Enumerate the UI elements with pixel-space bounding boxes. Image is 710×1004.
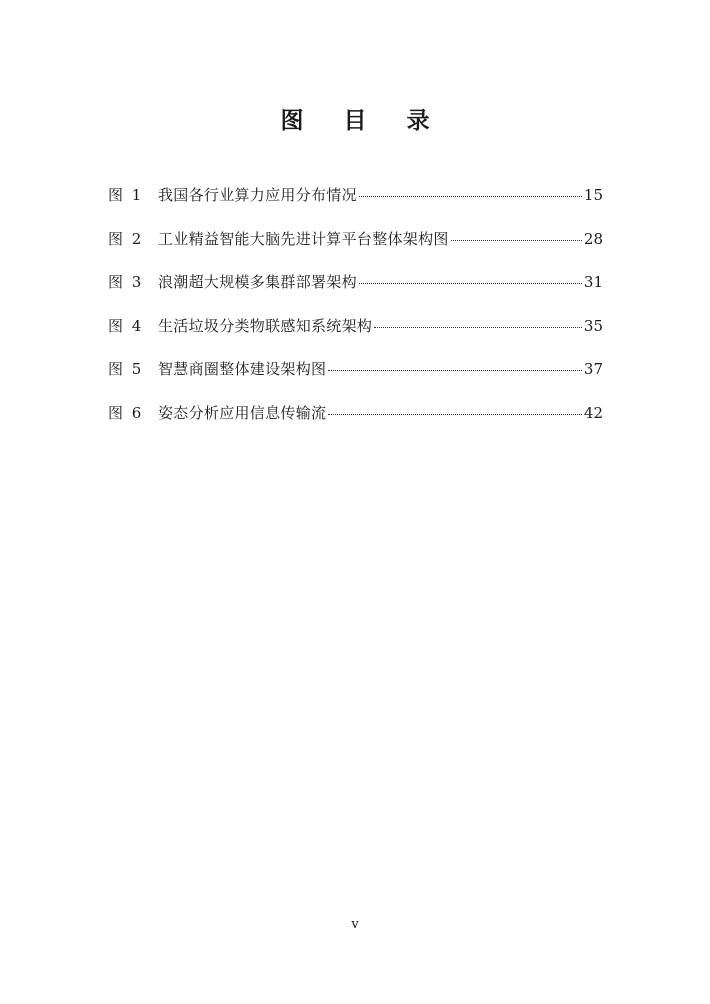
figure-number: 图 5	[108, 360, 142, 378]
toc-entry[interactable]	[108, 399, 603, 443]
figure-title: 工业精益智能大脑先进计算平台整体架构图	[158, 229, 449, 248]
footer-page-number: v	[351, 917, 359, 932]
figure-number: 图 3	[108, 273, 142, 291]
dot-leader	[328, 414, 582, 415]
figure-number: 图 1	[108, 186, 142, 204]
figure-title: 浪潮超大规模多集群部署架构	[158, 273, 357, 291]
figure-title: 我国各行业算力应用分布情况	[158, 186, 357, 204]
page-ref: 42	[583, 403, 603, 422]
figure-number: 图 2	[108, 229, 142, 248]
toc-entry[interactable]	[108, 225, 603, 269]
page-title: 图 目 录	[280, 108, 446, 134]
figure-title: 智慧商圈整体建设架构图	[158, 360, 327, 378]
toc-entry[interactable]	[108, 355, 603, 399]
toc-entry[interactable]	[108, 181, 603, 225]
dot-leader	[359, 196, 582, 197]
page-ref: 15	[583, 186, 603, 204]
page-ref: 35	[583, 316, 603, 335]
figure-number: 图 6	[108, 403, 142, 422]
figure-title: 生活垃圾分类物联感知系统架构	[158, 316, 373, 335]
dot-leader	[328, 370, 582, 371]
page-ref: 31	[583, 273, 603, 291]
dot-leader	[359, 283, 582, 284]
figure-number: 图 4	[108, 316, 142, 335]
toc-entry[interactable]	[108, 312, 603, 356]
dot-leader	[374, 327, 582, 328]
figure-title: 姿态分析应用信息传输流	[158, 403, 327, 422]
toc-entry[interactable]	[108, 268, 603, 312]
dot-leader	[451, 240, 582, 241]
figure-list	[108, 181, 603, 442]
page-ref: 28	[583, 229, 603, 248]
page-ref: 37	[583, 360, 603, 378]
